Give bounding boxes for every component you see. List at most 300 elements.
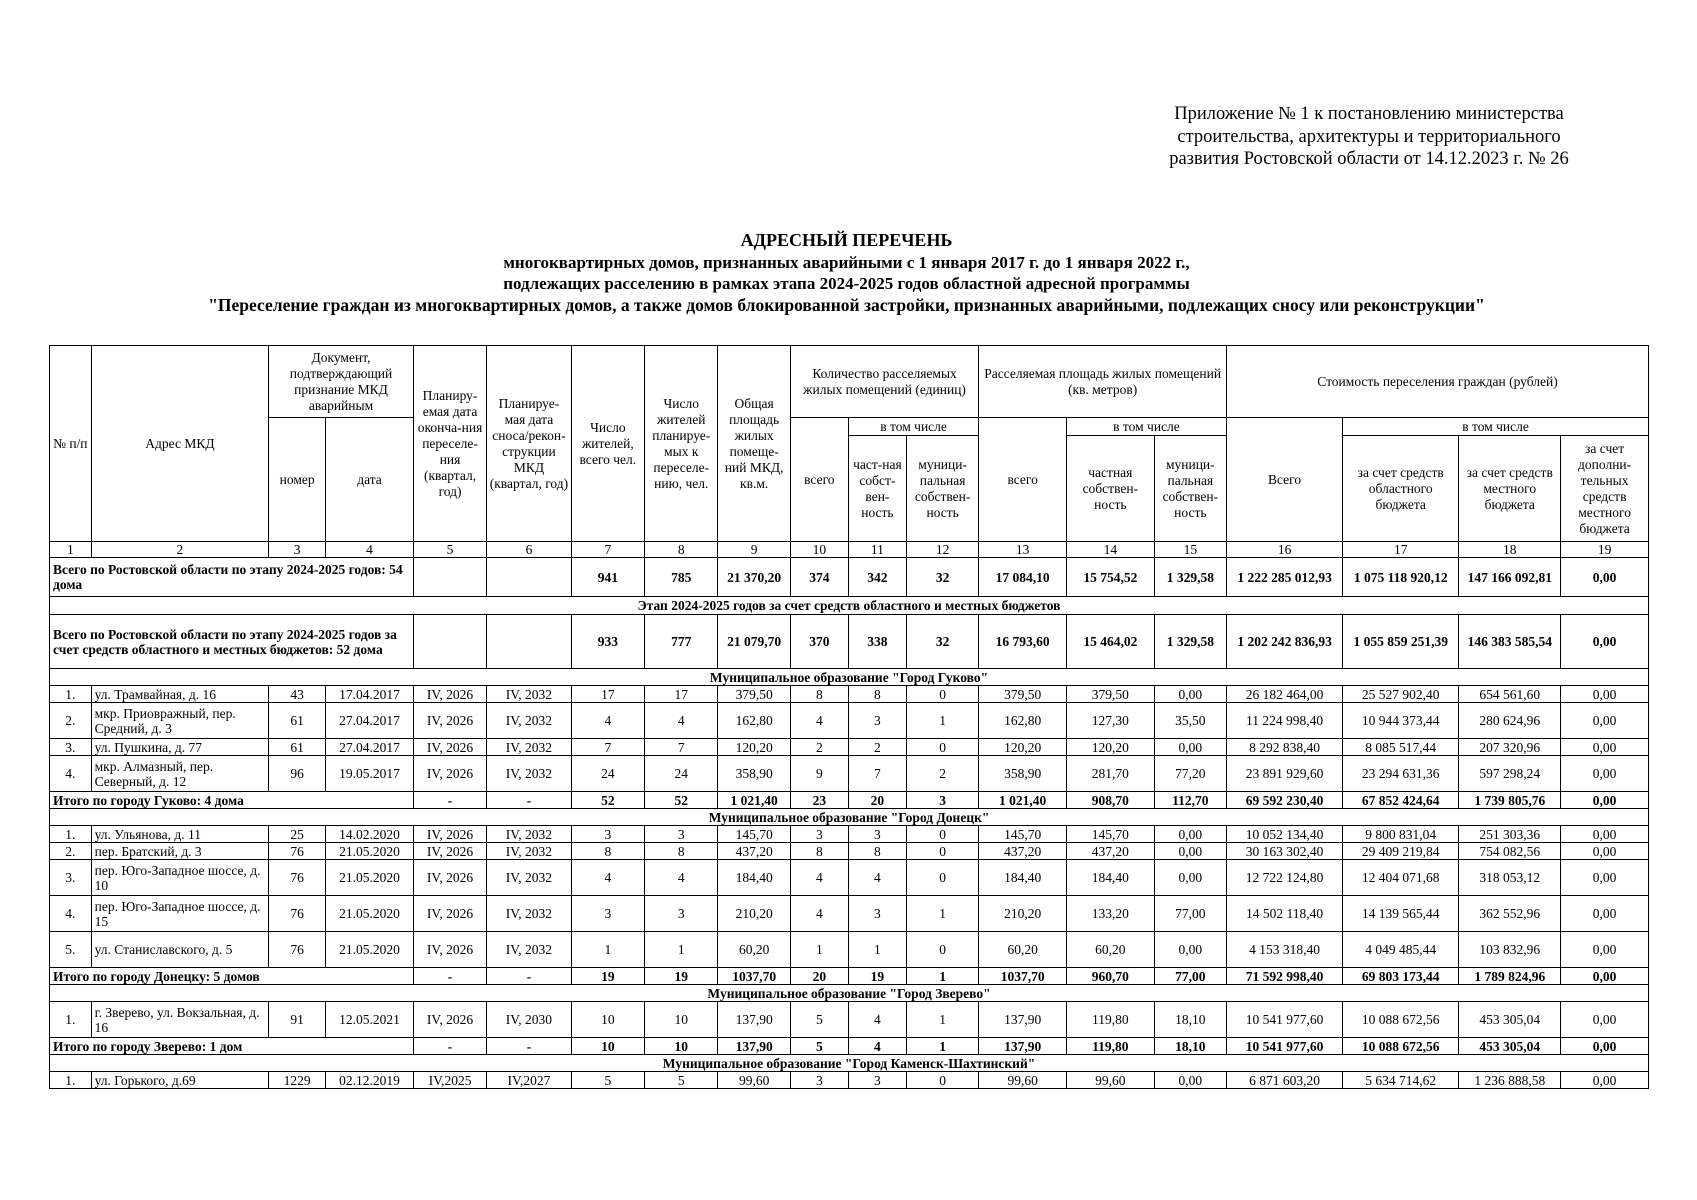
subtotal-value: 0,00 — [1561, 968, 1649, 985]
table-cell: 0,00 — [1561, 932, 1649, 968]
table-cell: 318 053,12 — [1459, 860, 1561, 896]
header-rooms-count: Количество расселяемых жилых помещений (единиц) — [790, 346, 979, 418]
table-cell: 0,00 — [1561, 896, 1649, 932]
table-cell: 162,80 — [718, 703, 790, 739]
table-cell: IV, 2030 — [487, 1002, 571, 1038]
total-value: 941 — [571, 558, 644, 597]
table-cell: IV, 2026 — [413, 739, 486, 756]
table-cell: IV, 2026 — [413, 703, 486, 739]
table-cell: 184,40 — [979, 860, 1067, 896]
column-number: 12 — [906, 542, 978, 558]
total-value: 17 084,10 — [979, 558, 1067, 597]
table-cell: 280 624,96 — [1459, 703, 1561, 739]
table-cell: 0,00 — [1561, 1072, 1649, 1089]
row-number: 3. — [50, 860, 92, 896]
table-cell: 14.02.2020 — [326, 826, 414, 843]
table-cell: 5 — [571, 1072, 644, 1089]
table-cell: 210,20 — [979, 896, 1067, 932]
table-cell: 21.05.2020 — [326, 896, 414, 932]
table-cell: 597 298,24 — [1459, 756, 1561, 792]
address-cell: ул. Трамвайная, д. 16 — [91, 686, 269, 703]
column-number: 15 — [1154, 542, 1226, 558]
header-area-private: частная собствен-ность — [1066, 436, 1154, 542]
table-cell: 8 085 517,44 — [1343, 739, 1459, 756]
table-cell: IV, 2032 — [487, 860, 571, 896]
table-cell: 654 561,60 — [1459, 686, 1561, 703]
table-cell: 0,00 — [1561, 739, 1649, 756]
header-address: Адрес МКД — [91, 346, 269, 542]
document-subtitle: многоквартирных домов, признанных аварийными с 1 января 2017 г. до 1 января 2022 г., — [503, 253, 1190, 272]
table-cell: 0 — [906, 860, 978, 896]
table-cell: IV, 2032 — [487, 843, 571, 860]
address-cell: мкр. Приовражный, пер. Средний, д. 3 — [91, 703, 269, 739]
table-cell: 0,00 — [1154, 860, 1226, 896]
column-number: 11 — [848, 542, 906, 558]
table-cell: IV, 2026 — [413, 686, 486, 703]
row-number: 1. — [50, 826, 92, 843]
table-cell: 0 — [906, 826, 978, 843]
total-value: 777 — [645, 615, 718, 669]
total-value: 16 793,60 — [979, 615, 1067, 669]
table-cell: 358,90 — [979, 756, 1067, 792]
section-header-row — [50, 985, 1649, 1002]
total-value: 21 079,70 — [718, 615, 790, 669]
table-cell: 0,00 — [1561, 756, 1649, 792]
table-cell: 27.04.2017 — [326, 739, 414, 756]
table-cell: 145,70 — [718, 826, 790, 843]
table-cell: 437,20 — [1066, 843, 1154, 860]
table-cell: 8 — [790, 686, 848, 703]
stage-total-row — [50, 615, 1649, 669]
table-cell: 6 871 603,20 — [1226, 1072, 1342, 1089]
address-cell: ул. Ульянова, д. 11 — [91, 826, 269, 843]
table-cell: 8 — [645, 843, 718, 860]
subtotal-label: Итого по городу Гуково: 4 дома — [50, 792, 414, 809]
table-cell: 4 — [848, 1002, 906, 1038]
table-cell: 1 — [571, 932, 644, 968]
table-cell: IV, 2032 — [487, 932, 571, 968]
subtotal-value: - — [413, 792, 486, 809]
table-cell: 12.05.2021 — [326, 1002, 414, 1038]
column-number: 10 — [790, 542, 848, 558]
municipality-header: Муниципальное образование "Город Донецк" — [50, 809, 1649, 826]
table-cell: 137,90 — [979, 1002, 1067, 1038]
header-rooms-municipal: муници-пальная собствен-ность — [906, 436, 978, 542]
appendix-line: развития Ростовской области от 14.12.2023 г. № 26 — [1169, 149, 1569, 169]
address-cell: ул. Горького, д.69 — [91, 1072, 269, 1089]
table-cell: 3 — [790, 826, 848, 843]
table-cell: 02.12.2019 — [326, 1072, 414, 1089]
subtotal-value: 0,00 — [1561, 792, 1649, 809]
table-cell: 21.05.2020 — [326, 843, 414, 860]
subtotal-value: 18,10 — [1154, 1038, 1226, 1055]
subtotal-value: 5 — [790, 1038, 848, 1055]
header-num: № п/п — [50, 346, 92, 542]
appendix-line: строительства, архитектуры и территориального — [1177, 126, 1561, 147]
total-value: 933 — [571, 615, 644, 669]
subtotal-value: 137,90 — [979, 1038, 1067, 1055]
table-cell: 10 — [571, 1002, 644, 1038]
table-cell: 43 — [269, 686, 326, 703]
municipality-header: Муниципальное образование "Город Зверево" — [50, 985, 1649, 1002]
subtotal-value: 19 — [848, 968, 906, 985]
table-cell: 358,90 — [718, 756, 790, 792]
appendix-line: Приложение № 1 к постановлению министерства — [1174, 104, 1564, 124]
table-cell: 23 294 631,36 — [1343, 756, 1459, 792]
table-cell: 210,20 — [718, 896, 790, 932]
table-cell: 2 — [848, 739, 906, 756]
stage-header-row — [50, 597, 1649, 615]
table-cell: 3 — [571, 896, 644, 932]
total-value: 1 055 859 251,39 — [1343, 615, 1459, 669]
subtotal-value: 10 — [571, 1038, 644, 1055]
row-number: 4. — [50, 756, 92, 792]
table-cell: 23 891 929,60 — [1226, 756, 1342, 792]
address-cell: пер. Юго-Западное шоссе, д. 10 — [91, 860, 269, 896]
table-cell: 77,00 — [1154, 896, 1226, 932]
subtotal-value: 137,90 — [718, 1038, 790, 1055]
empty-cell — [413, 558, 486, 597]
row-number: 5. — [50, 932, 92, 968]
row-number: 2. — [50, 703, 92, 739]
total-value: 1 222 285 012,93 — [1226, 558, 1342, 597]
table-cell: 24 — [645, 756, 718, 792]
column-number: 3 — [269, 542, 326, 558]
table-cell: 4 049 485,44 — [1343, 932, 1459, 968]
column-number-row — [50, 542, 1649, 558]
table-cell: 10 944 373,44 — [1343, 703, 1459, 739]
header-total-area: Общая площадь жилых помеще-ний МКД, кв.м. — [718, 346, 790, 542]
header-including: в том числе — [1343, 418, 1649, 436]
table-cell: IV, 2032 — [487, 739, 571, 756]
address-cell: пер. Юго-Западное шоссе, д. 15 — [91, 896, 269, 932]
table-cell: 1 236 888,58 — [1459, 1072, 1561, 1089]
table-cell: 5 634 714,62 — [1343, 1072, 1459, 1089]
subtotal-value: 119,80 — [1066, 1038, 1154, 1055]
table-cell: 0,00 — [1561, 843, 1649, 860]
subtotal-value: 67 852 424,64 — [1343, 792, 1459, 809]
total-value: 374 — [790, 558, 848, 597]
table-cell: 30 163 302,40 — [1226, 843, 1342, 860]
table-cell: 0 — [906, 843, 978, 860]
table-cell: 0,00 — [1561, 686, 1649, 703]
table-cell: 91 — [269, 1002, 326, 1038]
column-number: 9 — [718, 542, 790, 558]
column-number: 14 — [1066, 542, 1154, 558]
table-cell: 103 832,96 — [1459, 932, 1561, 968]
table-cell: 1 — [906, 703, 978, 739]
column-number: 6 — [487, 542, 571, 558]
header-residents-planned: Число жителей планируе-мых к переселе-нию, чел. — [645, 346, 718, 542]
table-cell: 99,60 — [979, 1072, 1067, 1089]
row-number: 3. — [50, 739, 92, 756]
total-value: 1 329,58 — [1154, 615, 1226, 669]
subtotal-label: Итого по городу Зверево: 1 дом — [50, 1038, 414, 1055]
table-cell: 453 305,04 — [1459, 1002, 1561, 1038]
subtotal-value: 3 — [906, 792, 978, 809]
total-value: 1 075 118 920,12 — [1343, 558, 1459, 597]
column-number: 17 — [1343, 542, 1459, 558]
header-cost: Стоимость переселения граждан (рублей) — [1226, 346, 1648, 418]
table-cell: 10 088 672,56 — [1343, 1002, 1459, 1038]
total-value: 342 — [848, 558, 906, 597]
table-cell: IV, 2032 — [487, 686, 571, 703]
stage-header: Этап 2024-2025 годов за счет средств областного и местных бюджетов — [50, 597, 1649, 615]
table-cell: 12 404 071,68 — [1343, 860, 1459, 896]
table-cell: IV, 2032 — [487, 756, 571, 792]
subtotal-value: 19 — [645, 968, 718, 985]
table-cell: IV,2027 — [487, 1072, 571, 1089]
column-number: 8 — [645, 542, 718, 558]
column-number: 18 — [1459, 542, 1561, 558]
subtotal-value: 52 — [645, 792, 718, 809]
table-cell: 0 — [906, 686, 978, 703]
table-cell: 1 — [645, 932, 718, 968]
table-cell: 0,00 — [1561, 703, 1649, 739]
subtotal-label: Итого по городу Донецку: 5 домов — [50, 968, 414, 985]
table-cell: 10 — [645, 1002, 718, 1038]
total-value: 1 202 242 836,93 — [1226, 615, 1342, 669]
header-area-resettled: Расселяемая площадь жилых помещений (кв. метров) — [979, 346, 1227, 418]
subtotal-value: 20 — [790, 968, 848, 985]
total-value: 338 — [848, 615, 906, 669]
table-cell: 251 303,36 — [1459, 826, 1561, 843]
empty-cell — [413, 615, 486, 669]
table-cell: 207 320,96 — [1459, 739, 1561, 756]
table-cell: 9 800 831,04 — [1343, 826, 1459, 843]
subtotal-value: 69 592 230,40 — [1226, 792, 1342, 809]
header-including: в том числе — [848, 418, 978, 436]
table-cell: IV, 2026 — [413, 932, 486, 968]
table-cell: 7 — [571, 739, 644, 756]
table-cell: 119,80 — [1066, 1002, 1154, 1038]
total-value: 32 — [906, 558, 978, 597]
table-cell: 10 052 134,40 — [1226, 826, 1342, 843]
header-including: в том числе — [1066, 418, 1226, 436]
total-value: 0,00 — [1561, 558, 1649, 597]
table-cell: 7 — [645, 739, 718, 756]
total-value: 0,00 — [1561, 615, 1649, 669]
table-cell: 379,50 — [718, 686, 790, 703]
table-cell: 1 — [906, 1002, 978, 1038]
subtotal-value: 69 803 173,44 — [1343, 968, 1459, 985]
subtotal-value: - — [413, 1038, 486, 1055]
total-value: 146 383 585,54 — [1459, 615, 1561, 669]
subtotal-value: - — [487, 1038, 571, 1055]
section-header-row — [50, 809, 1649, 826]
table-row — [50, 739, 1649, 756]
address-cell: ул. Станиславского, д. 5 — [91, 932, 269, 968]
header-area-total: всего — [979, 418, 1067, 542]
table-cell: 162,80 — [979, 703, 1067, 739]
table-cell: 99,60 — [1066, 1072, 1154, 1089]
subtotal-value: 23 — [790, 792, 848, 809]
table-row — [50, 826, 1649, 843]
table-cell: 1229 — [269, 1072, 326, 1089]
table-cell: 9 — [790, 756, 848, 792]
document-title: АДРЕСНЫЙ ПЕРЕЧЕНЬ — [740, 230, 953, 250]
table-cell: 99,60 — [718, 1072, 790, 1089]
row-number: 4. — [50, 896, 92, 932]
table-cell: 1 — [906, 896, 978, 932]
table-cell: 0,00 — [1154, 1072, 1226, 1089]
table-cell: 437,20 — [718, 843, 790, 860]
table-cell: 17.04.2017 — [326, 686, 414, 703]
subtotal-value: 1 — [906, 1038, 978, 1055]
table-cell: 184,40 — [718, 860, 790, 896]
table-cell: 0 — [906, 1072, 978, 1089]
table-cell: 76 — [269, 896, 326, 932]
table-cell: 26 182 464,00 — [1226, 686, 1342, 703]
table-row — [50, 932, 1649, 968]
subtotal-value: 71 592 998,40 — [1226, 968, 1342, 985]
address-cell: мкр. Алмазный, пер. Северный, д. 12 — [91, 756, 269, 792]
table-cell: 437,20 — [979, 843, 1067, 860]
table-cell: 14 139 565,44 — [1343, 896, 1459, 932]
table-cell: 3 — [848, 1072, 906, 1089]
appendix-note — [1129, 103, 1609, 171]
table-row — [50, 686, 1649, 703]
header-rooms-total: всего — [790, 418, 848, 542]
table-row — [50, 860, 1649, 896]
header-cost-additional: за счет дополни-тельных средств местного бюджета — [1561, 436, 1649, 542]
column-number: 2 — [91, 542, 269, 558]
table-cell: 25 — [269, 826, 326, 843]
table-cell: 1 — [848, 932, 906, 968]
table-cell: 120,20 — [1066, 739, 1154, 756]
header-document: Документ, подтверждающий признание МКД аварийным — [269, 346, 414, 418]
table-cell: 2 — [790, 739, 848, 756]
column-number: 1 — [50, 542, 92, 558]
subtotal-value: 10 541 977,60 — [1226, 1038, 1342, 1055]
table-cell: 24 — [571, 756, 644, 792]
table-cell: 60,20 — [718, 932, 790, 968]
header-cost-local: за счет средств местного бюджета — [1459, 436, 1561, 542]
table-cell: 7 — [848, 756, 906, 792]
table-cell: 0 — [906, 739, 978, 756]
table-cell: 3 — [645, 826, 718, 843]
table-row — [50, 703, 1649, 739]
table-cell: 76 — [269, 843, 326, 860]
header-rooms-private: част-ная собст-вен-ность — [848, 436, 906, 542]
subtotal-row — [50, 792, 1649, 809]
table-cell: 76 — [269, 860, 326, 896]
table-cell: 8 292 838,40 — [1226, 739, 1342, 756]
column-number: 4 — [326, 542, 414, 558]
total-value: 147 166 092,81 — [1459, 558, 1561, 597]
subtotal-value: 1 021,40 — [979, 792, 1067, 809]
table-cell: 96 — [269, 756, 326, 792]
address-cell: пер. Братский, д. 3 — [91, 843, 269, 860]
table-cell: IV, 2026 — [413, 756, 486, 792]
table-cell: 754 082,56 — [1459, 843, 1561, 860]
table-cell: 3 — [571, 826, 644, 843]
table-row — [50, 1072, 1649, 1089]
subtotal-value: - — [487, 968, 571, 985]
subtotal-value: 10 088 672,56 — [1343, 1038, 1459, 1055]
header-planned-demolition: Планируе-мая дата сноса/рекон-струкции МКД (квартал, год) — [487, 346, 571, 542]
column-number: 16 — [1226, 542, 1342, 558]
table-row — [50, 896, 1649, 932]
address-cell: ул. Пушкина, д. 77 — [91, 739, 269, 756]
subtotal-value: 20 — [848, 792, 906, 809]
subtotal-value: 1 739 805,76 — [1459, 792, 1561, 809]
header-area-municipal: муници-пальная собствен-ность — [1154, 436, 1226, 542]
table-cell: 0,00 — [1561, 826, 1649, 843]
column-number: 19 — [1561, 542, 1649, 558]
table-cell: 77,20 — [1154, 756, 1226, 792]
table-cell: 21.05.2020 — [326, 932, 414, 968]
table-cell: 145,70 — [979, 826, 1067, 843]
table-cell: 379,50 — [1066, 686, 1154, 703]
table-cell: 4 — [790, 860, 848, 896]
table-cell: 17 — [571, 686, 644, 703]
program-name: "Переселение граждан из многоквартирных домов, а также домов блокированной застройки, признанных аварийными, подлежащих сносу или реконструкции" — [208, 295, 1485, 315]
table-cell: 0,00 — [1154, 843, 1226, 860]
table-cell: IV, 2032 — [487, 826, 571, 843]
subtotal-value: - — [487, 792, 571, 809]
municipality-header: Муниципальное образование "Город Каменск-Шахтинский" — [50, 1055, 1649, 1072]
subtotal-value: 1 021,40 — [718, 792, 790, 809]
table-cell: 60,20 — [1066, 932, 1154, 968]
table-cell: 0,00 — [1154, 826, 1226, 843]
total-value: 15 754,52 — [1066, 558, 1154, 597]
subtotal-value: 1 789 824,96 — [1459, 968, 1561, 985]
table-cell: 10 541 977,60 — [1226, 1002, 1342, 1038]
table-cell: 19.05.2017 — [326, 756, 414, 792]
grand-total-label: Всего по Ростовской области по этапу 2024-2025 годов: 54 дома — [50, 558, 414, 597]
table-cell: 21.05.2020 — [326, 860, 414, 896]
table-cell: IV, 2026 — [413, 826, 486, 843]
header-doc-number: номер — [269, 418, 326, 542]
subtotal-value: 960,70 — [1066, 968, 1154, 985]
table-cell: IV,2025 — [413, 1072, 486, 1089]
table-cell: 4 — [645, 703, 718, 739]
table-cell: 60,20 — [979, 932, 1067, 968]
empty-cell — [487, 558, 571, 597]
table-cell: 8 — [790, 843, 848, 860]
total-value: 370 — [790, 615, 848, 669]
table-cell: IV, 2026 — [413, 896, 486, 932]
header-cost-total: Всего — [1226, 418, 1342, 542]
table-cell: 0 — [906, 932, 978, 968]
table-cell: 0,00 — [1561, 1002, 1649, 1038]
table-cell: 8 — [848, 686, 906, 703]
table-cell: 4 — [790, 703, 848, 739]
column-number: 5 — [413, 542, 486, 558]
table-cell: 281,70 — [1066, 756, 1154, 792]
document-subtitle: подлежащих расселению в рамках этапа 2024-2025 годов областной адресной программы — [503, 274, 1190, 293]
table-cell: 137,90 — [718, 1002, 790, 1038]
subtotal-value: 1 — [906, 968, 978, 985]
table-cell: 0,00 — [1154, 686, 1226, 703]
table-cell: 4 — [790, 896, 848, 932]
table-cell: 25 527 902,40 — [1343, 686, 1459, 703]
table-cell: 8 — [571, 843, 644, 860]
subtotal-value: 1037,70 — [979, 968, 1067, 985]
table-cell: 0,00 — [1561, 860, 1649, 896]
total-value: 32 — [906, 615, 978, 669]
subtotal-value: 4 — [848, 1038, 906, 1055]
header-planned-end: Планиру-емая дата оконча-ния переселе-ния (квартал, год) — [413, 346, 486, 542]
table-cell: 3 — [848, 826, 906, 843]
header-doc-date: дата — [326, 418, 414, 542]
table-cell: 0,00 — [1154, 739, 1226, 756]
subtotal-value: 1037,70 — [718, 968, 790, 985]
column-number: 7 — [571, 542, 644, 558]
row-number: 2. — [50, 843, 92, 860]
empty-cell — [487, 615, 571, 669]
